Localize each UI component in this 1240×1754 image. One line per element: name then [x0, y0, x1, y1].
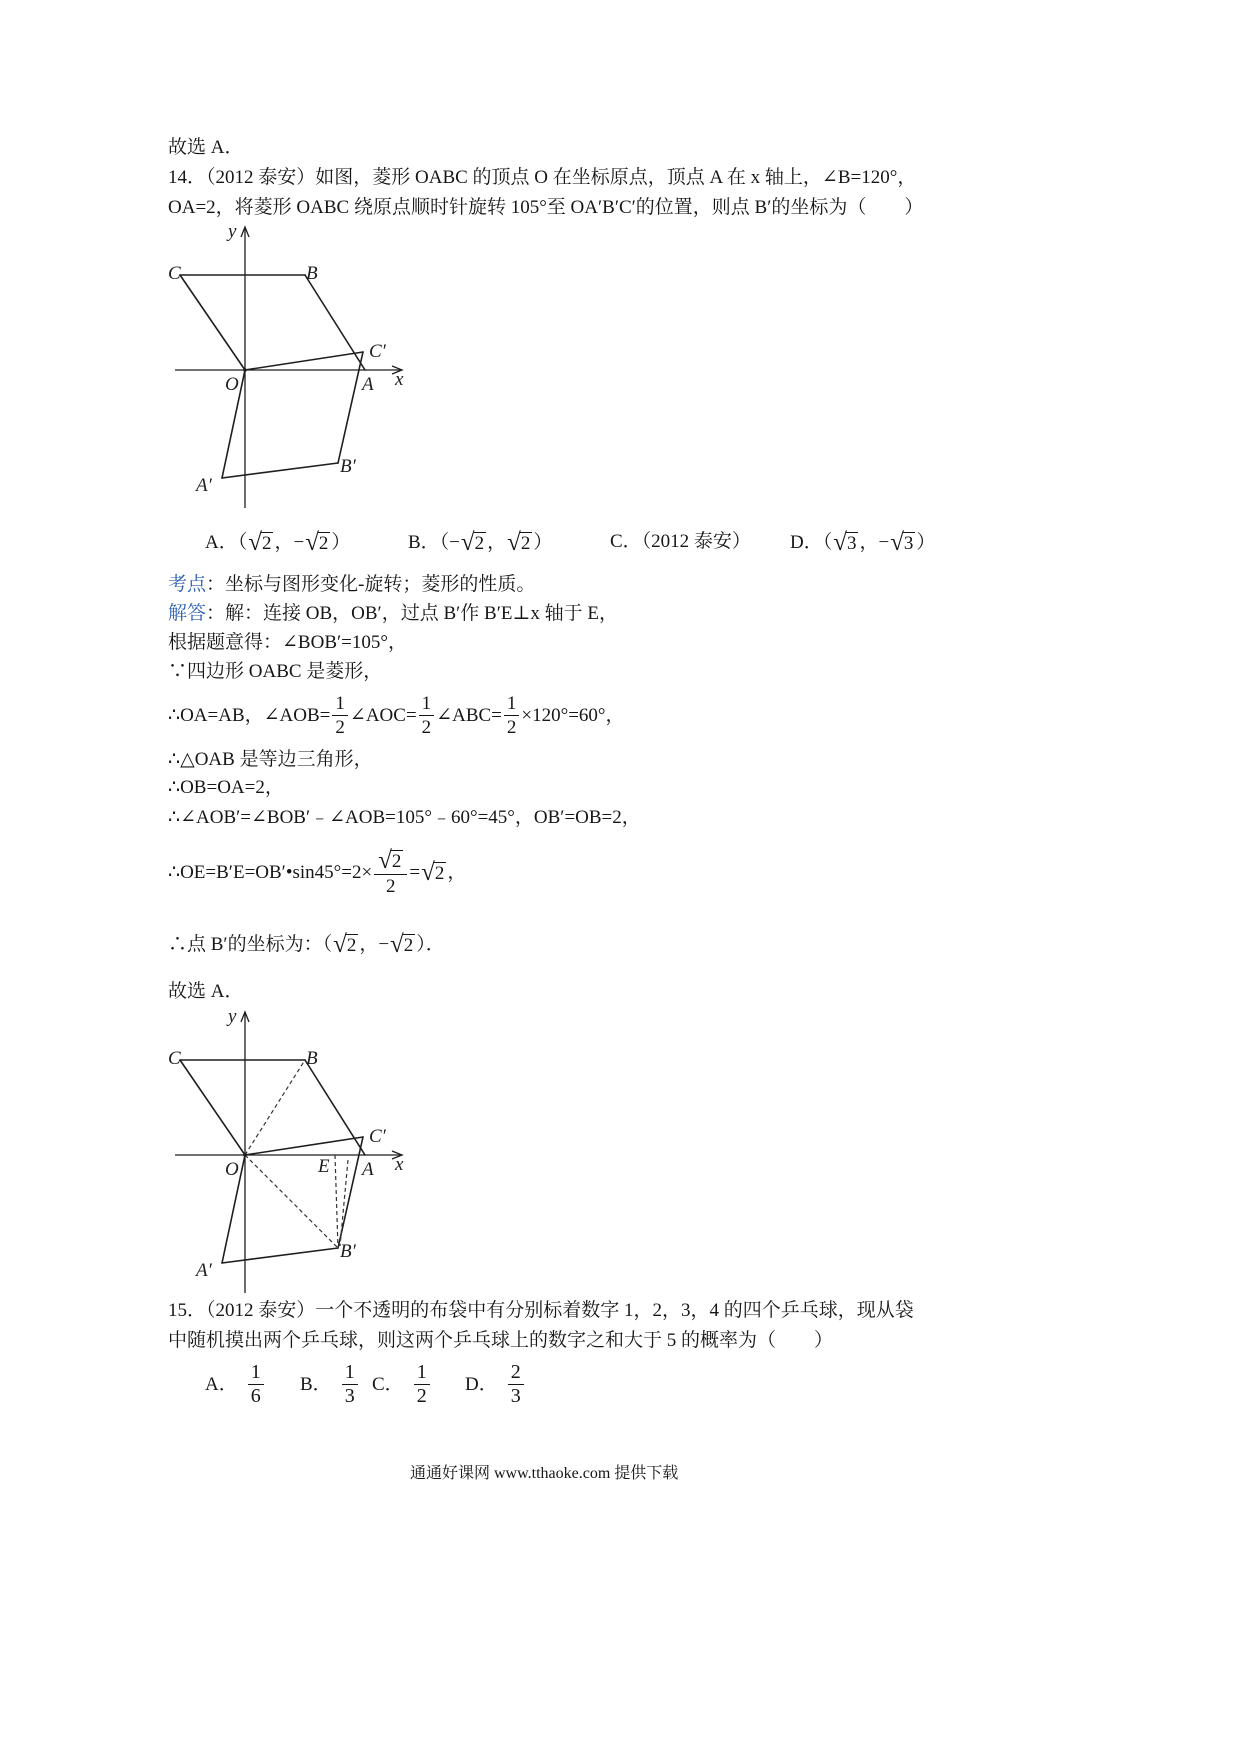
q14-option-d — [790, 531, 935, 555]
radicand: 2 — [520, 533, 531, 554]
q15-option-d — [465, 1362, 526, 1407]
radicand: 2 — [346, 935, 357, 956]
text-run: 2 — [386, 876, 396, 897]
kaodian-key: 考点 — [168, 574, 207, 595]
edge-o-c-prime — [245, 1137, 363, 1155]
radical-sign: √ — [390, 931, 404, 958]
radical-sign: √ — [833, 529, 847, 556]
square-root — [248, 531, 273, 555]
text-run: D． — [465, 1373, 498, 1395]
label-a: A — [362, 1159, 374, 1180]
text-run: 1 — [421, 693, 432, 714]
fraction-numerator — [342, 1362, 358, 1385]
label-b-prime: B′ — [340, 1241, 356, 1262]
fraction-numerator — [248, 1362, 264, 1385]
solution-step-5: ∴OB=OA=2， — [168, 777, 284, 798]
label-o: O — [225, 374, 239, 395]
radicand: 2 — [403, 935, 414, 956]
edge-c-o — [180, 1060, 245, 1155]
kaodian-text: ：坐标与图形变化-旋转；菱形的性质。 — [206, 574, 536, 595]
aux-line-o-b — [245, 1060, 305, 1155]
solution-step-2: ∵四边形 OABC 是菱形， — [168, 661, 383, 682]
text-run: ，− — [359, 934, 390, 955]
q14-option-c — [610, 531, 751, 553]
edge-b-prime-a-prime — [222, 1248, 338, 1263]
text-run: 2 — [510, 1361, 521, 1383]
q14-stem-line-2: OA=2，将菱形 OABC 绕原点顺时针旋转 105°至 OA′B′C′的位置，则点 B′的坐标为（ ） — [168, 197, 924, 218]
origin-point — [243, 368, 247, 372]
fraction-denominator — [248, 1385, 264, 1407]
fraction — [414, 1362, 430, 1407]
label-b: B — [306, 1048, 318, 1069]
text-run: 1 — [344, 1361, 355, 1383]
fraction-numerator — [508, 1362, 524, 1385]
text-run: ， — [447, 862, 467, 883]
text-run: B． — [300, 1373, 332, 1395]
solution-step-3 — [168, 693, 625, 738]
q15-option-a — [205, 1362, 266, 1407]
text-run: C．（2012 泰安） — [610, 531, 751, 552]
solution-step-8 — [168, 933, 445, 957]
text-run: ） — [331, 532, 351, 553]
label-a-prime: A′ — [196, 1260, 212, 1281]
text-run: ∠AOC= — [349, 704, 417, 726]
q14-figure — [160, 215, 420, 515]
fraction — [248, 1362, 264, 1407]
text-run: 3 — [344, 1385, 355, 1407]
fraction-denominator — [508, 1385, 524, 1407]
square-root — [305, 531, 330, 555]
radical-sign: √ — [378, 847, 392, 874]
aux-line-e-b-prime — [335, 1155, 338, 1248]
label-c: C — [168, 263, 181, 284]
fraction-numerator — [332, 693, 348, 716]
fraction-numerator — [414, 1362, 430, 1385]
jieda-text: ：解：连接 OB，OB′，过点 B′作 B′E⊥x 轴于 E， — [206, 603, 618, 624]
text-run: ，− — [274, 532, 305, 553]
label-c: C — [168, 1048, 181, 1069]
label-c-prime: C′ — [369, 1126, 386, 1147]
fraction-numerator — [374, 849, 407, 875]
text-run: ∴OE=B′E=OB′•sin45°=2× — [168, 862, 373, 883]
edge-b-prime-a-prime — [222, 463, 338, 478]
text-run: ，− — [859, 532, 890, 553]
fraction — [508, 1362, 524, 1407]
solution-step-4: ∴△OAB 是等边三角形， — [168, 749, 373, 770]
kaodian-line — [168, 574, 535, 596]
fraction-denominator — [332, 716, 348, 738]
fraction-numerator — [419, 693, 435, 716]
fraction-denominator — [419, 716, 435, 738]
square-root — [421, 861, 446, 885]
text-run: = — [409, 862, 421, 883]
q14-option-a — [205, 531, 350, 555]
solution-conclusion: 故选 A． — [168, 981, 244, 1002]
square-root — [378, 849, 403, 873]
radicand: 3 — [846, 533, 857, 554]
solution-step-1: 根据题意得：∠BOB′=105°， — [168, 632, 407, 653]
text-run: ∠ABC= — [436, 704, 502, 726]
page-footer: 通通好课网 www.tthaoke.com 提供下载 — [410, 1465, 679, 1482]
radical-sign: √ — [248, 529, 262, 556]
text-run: ， — [487, 532, 507, 553]
radicand: 2 — [261, 533, 272, 554]
label-y: y — [228, 221, 237, 242]
fraction-denominator — [414, 1385, 430, 1407]
text-run: ） — [916, 532, 936, 553]
text-run: A． — [205, 1373, 238, 1395]
label-a: A — [362, 374, 374, 395]
label-c-prime: C′ — [369, 341, 386, 362]
label-y: y — [228, 1006, 237, 1027]
radical-sign: √ — [421, 859, 435, 886]
q15-stem-line-2: 中随机摸出两个乒乓球，则这两个乒乓球上的数字之和大于 5 的概率为（ ） — [168, 1330, 834, 1351]
origin-point — [243, 1153, 247, 1157]
text-run: ∴OA=AB，∠AOB= — [168, 704, 331, 726]
solution-step-7 — [168, 849, 466, 897]
label-x: x — [395, 1154, 404, 1175]
edge-o-c-prime — [245, 352, 363, 370]
square-root — [333, 933, 358, 957]
square-root — [390, 933, 415, 957]
jieda-line — [168, 603, 618, 625]
fraction-denominator — [504, 716, 520, 738]
text-run: 2 — [416, 1385, 427, 1407]
label-b: B — [306, 263, 318, 284]
fraction-denominator — [342, 1385, 358, 1407]
square-root — [833, 531, 858, 555]
q14-stem-line-1: 14．（2012 泰安）如图，菱形 OABC 的顶点 O 在坐标原点，顶点 A 在 x 轴上，∠B=120°， — [168, 167, 917, 188]
radical-sign: √ — [890, 529, 904, 556]
radicand: 2 — [474, 533, 485, 554]
fraction-denominator — [374, 875, 407, 897]
text-run: B．（− — [408, 532, 460, 553]
text-run: 1 — [335, 693, 345, 714]
radical-sign: √ — [507, 529, 521, 556]
jieda-key: 解答 — [168, 603, 207, 624]
fraction — [342, 1362, 358, 1407]
radical-sign: √ — [305, 529, 319, 556]
aux-line-a-b-prime — [340, 1160, 348, 1246]
label-b-prime: B′ — [340, 456, 356, 477]
q15-stem-line-1: 15．（2012 泰安）一个不透明的布袋中有分别标着数字 1，2，3，4 的四个乒乓球，现从袋 — [168, 1300, 914, 1321]
text-run: 3 — [510, 1385, 521, 1407]
solution-step-6: ∴∠AOB′=∠BOB′﹣∠AOB=105°﹣60°=45°，OB′=OB=2， — [168, 807, 641, 828]
solution-figure — [160, 1000, 420, 1300]
text-run: D．（ — [790, 532, 833, 553]
text-run: 1 — [416, 1361, 427, 1383]
previous-answer-line: 故选 A． — [168, 137, 244, 158]
text-run: 6 — [250, 1385, 261, 1407]
radicand: 2 — [318, 533, 329, 554]
text-run: ×120°=60°， — [521, 704, 625, 726]
q15-option-c — [372, 1362, 432, 1407]
square-root — [461, 531, 486, 555]
radical-sign: √ — [333, 931, 347, 958]
text-run: ）． — [416, 934, 445, 955]
text-run: 2 — [421, 717, 432, 738]
text-run: ∴点 B′的坐标为：（ — [168, 934, 333, 955]
fraction — [504, 693, 520, 738]
text-run: A．（ — [205, 532, 248, 553]
square-root — [507, 531, 532, 555]
edge-c-o — [180, 275, 245, 370]
square-root — [890, 531, 915, 555]
radical-sign: √ — [460, 529, 475, 556]
text-run: ） — [533, 532, 553, 553]
text-run: 1 — [506, 693, 517, 714]
text-run: 2 — [335, 717, 345, 738]
text-run: 1 — [250, 1361, 261, 1383]
text-run: C． — [372, 1373, 404, 1395]
fraction — [332, 693, 348, 738]
label-e: E — [318, 1156, 330, 1177]
edge-c-prime-b-prime — [338, 352, 363, 463]
fraction — [374, 849, 407, 897]
radicand: 2 — [434, 863, 445, 884]
q14-option-b — [408, 531, 552, 555]
text-run: 2 — [506, 717, 517, 738]
label-o: O — [225, 1159, 239, 1180]
q15-option-b — [300, 1362, 360, 1407]
fraction-numerator — [504, 693, 520, 716]
radicand: 3 — [903, 533, 914, 554]
label-a-prime: A′ — [196, 475, 212, 496]
label-x: x — [395, 369, 404, 390]
fraction — [419, 693, 435, 738]
radicand: 2 — [391, 851, 402, 872]
